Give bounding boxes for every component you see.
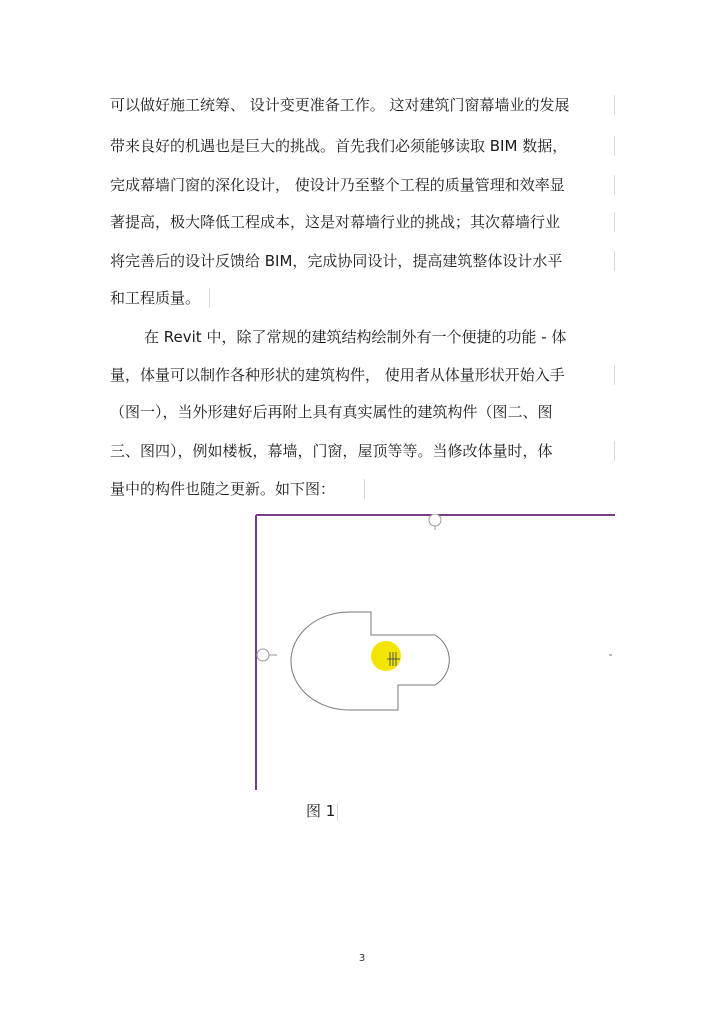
text-line: 完成幕墙门窗的深化设计， 使设计乃至整个工程的质量管理和效率显: [110, 173, 615, 197]
text-line: 在 Revit 中，除了常规的建筑结构绘制外有一个便捷的功能 - 体: [144, 328, 567, 346]
text-line: 量，体量可以制作各种形状的建筑构件， 使用者从体量形状开始入手: [110, 363, 615, 387]
figure-1-image: [255, 514, 615, 790]
text-line: （图一），当外形建好后再附上具有真实属性的建筑构件（图二、图: [110, 403, 553, 421]
figure-caption: 图 1: [306, 800, 338, 822]
text-line: 可以做好施工统筹、 设计变更准备工作。 这对建筑门窗幕墙业的发展: [110, 93, 615, 117]
figure-background: [255, 514, 615, 790]
text-line: 量中的构件也随之更新。如下图：: [110, 477, 365, 501]
text-line: 带来良好的机遇也是巨大的挑战。首先我们必须能够读取 BIM 数据，: [110, 134, 615, 158]
page-number: 3: [358, 953, 366, 964]
right-edge-marker: [609, 654, 612, 656]
text-line: 将完善后的设计反馈给 BIM，完成协同设计，提高建筑整体设计水平: [110, 249, 615, 273]
text-line: 著提高，极大降低工程成本，这是对幕墙行业的挑战；其次幕墙行业: [110, 210, 615, 234]
text-line: 和工程质量。: [110, 286, 210, 310]
text-line: 三、图四），例如楼板，幕墙，门窗，屋顶等等。当修改体量时，体: [110, 439, 615, 463]
